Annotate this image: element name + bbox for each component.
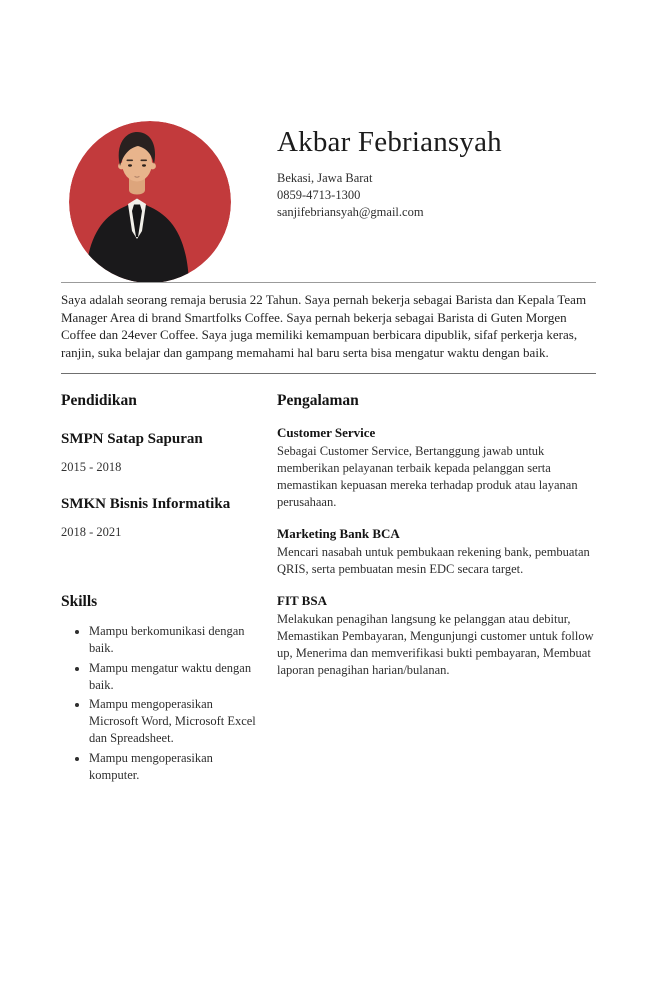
- experience-item: [277, 526, 597, 578]
- divider-top: [61, 282, 596, 283]
- skill-item: • Mampu mengatur waktu dengan baik.: [89, 660, 257, 694]
- job-title: Customer Service: [277, 425, 376, 440]
- education-period: 2018 - 2021: [61, 525, 122, 539]
- experience-item: [277, 425, 597, 511]
- avatar: [69, 121, 231, 283]
- education-period: 2015 - 2018: [61, 460, 122, 474]
- contact-block: [277, 170, 502, 221]
- resume-header: [69, 121, 502, 283]
- skill-item: • Mampu berkomunikasi dengan baik.: [89, 623, 257, 657]
- left-column: [61, 391, 257, 786]
- job-description: Mencari nasabah untuk pembukaan rekening bank, pembuatan QRIS, serta pembuatan mesin EDC secara target.: [277, 545, 590, 576]
- education-item: [61, 495, 257, 540]
- skill-item: • Mampu mengoperasikan komputer.: [89, 750, 257, 784]
- contact-phone: 0859-4713-1300: [277, 188, 361, 203]
- experience-item: [277, 593, 597, 679]
- skills-list: [61, 623, 257, 784]
- education-item: [61, 430, 257, 475]
- section-heading-skills: Skills: [61, 593, 98, 610]
- skill-item: • Mampu mengoperasikan Microsoft Word, Microsoft Excel dan Spreadsheet.: [89, 696, 257, 747]
- person-portrait-icon: [69, 121, 231, 283]
- header-info: [277, 121, 502, 283]
- right-column: [277, 391, 597, 786]
- summary-text: Saya adalah seorang remaja berusia 22 Tahun. Saya pernah bekerja sebagai Barista dan Kepala Team Manager Area di brand Smartfolks Coffee. Saya pernah bekerja sebagai Barista di Guten Morgen Coffee dan 24ever Coffee. Saya juga memiliki kemampuan berbicara dipublik, sifaf perkerja keras, ranjin, suka belajar dan gampang memahami hal baru serta bisa mengatur waktu dengan baik.: [61, 292, 587, 360]
- contact-email: sanjifebriansyah@gmail.com: [277, 205, 424, 220]
- job-title: Marketing Bank BCA: [277, 526, 400, 541]
- content-columns: [61, 391, 597, 786]
- job-title: FIT BSA: [277, 593, 327, 608]
- divider-bottom: [61, 373, 596, 374]
- job-description: Melakukan penagihan langsung ke pelanggan atau debitur, Memastikan Pembayaran, Mengunjungi customer untuk follow up, Menerima dan memverifikasi bukti pembayaran, Membuat laporan penagihan harian/bulanan.: [277, 612, 594, 677]
- contact-location: Bekasi, Jawa Barat: [277, 171, 373, 186]
- school-name: SMPN Satap Sapuran: [61, 431, 203, 447]
- school-name: SMKN Bisnis Informatika: [61, 496, 231, 512]
- job-description: Sebagai Customer Service, Bertanggung jawab untuk memberikan pelayanan terbaik kepada pelanggan serta memastikan kepuasan mereka terhadap produk atau layanan perusahaan.: [277, 444, 578, 509]
- section-heading-education: Pendidikan: [61, 392, 137, 409]
- section-heading-experience: Pengalaman: [277, 392, 359, 409]
- page-title: Akbar Febriansyah: [277, 126, 502, 158]
